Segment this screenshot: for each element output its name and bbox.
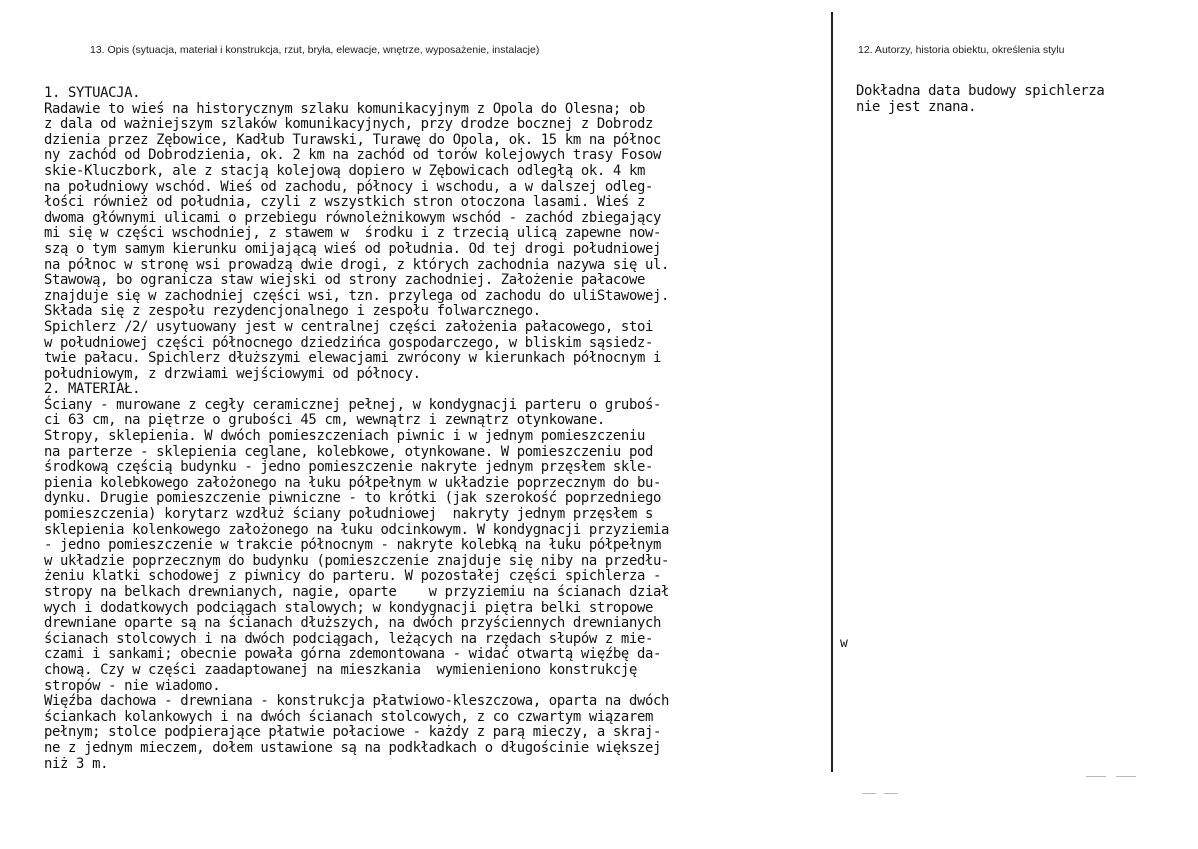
- description-line: na północ w stronę wsi prowadzą dwie drogi, z których zachodnia nazywa się ul.: [44, 256, 670, 273]
- description-line: Więźba dachowa - drewniana - konstrukcja płatwiowo-kleszczowa, oparta na dwóch: [44, 693, 670, 710]
- history-line: Dokładna data budowy spichlerza: [856, 83, 1105, 99]
- description-line: Ściany - murowane z cegły ceramicznej pełnej, w kondygnacji parteru o gruboś-: [44, 396, 661, 413]
- description-line: na południowy wschód. Wieś od zachodu, północy i wschodu, a w dalszej odleg-: [44, 178, 653, 195]
- description-line: skie-Kluczbork, ale z stacją kolejową dopiero w Zębowicach odległą ok. 4 km: [44, 162, 645, 179]
- description-line: ścianach stolcowych i na dwóch podciągach, leżących na rzędach słupów z mie-: [44, 630, 653, 647]
- description-line: dzienia przez Zębowice, Kadłub Turawski, Turawę do Opola, ok. 15 km na północ: [44, 131, 661, 148]
- description-line: Spichlerz /2/ usytuowany jest w centralnej części założenia pałacowego, stoi: [44, 318, 653, 335]
- margin-dash: [1116, 776, 1136, 777]
- description-line: z dala od ważniejszym szlaków komunikacyjnych, przy drodze bocznej z Dobrodz: [44, 116, 653, 133]
- description-line: dwoma głównymi ulicami o przebiegu równoleżnikowym wschód - zachód zbiegający: [44, 209, 661, 226]
- description-line: środkową częścią budynku - jedno pomieszczenie nakryte jednym przęsłem skle-: [44, 459, 653, 476]
- description-line: czami i sankami; obecnie powała górna zdemontowana - widać otwartą więźbę da-: [44, 646, 661, 663]
- margin-dash: [862, 793, 876, 794]
- description-line: 1. SYTUACJA.: [44, 85, 141, 101]
- margin-dash: [884, 793, 898, 794]
- description-line: 2. MATERIAŁ.: [44, 381, 141, 398]
- section-13-heading: 13. Opis (sytuacja, materiał i konstrukcja, rzut, bryła, elewacje, wnętrze, wyposażenie, instalacje): [90, 44, 540, 56]
- description-line: żeniu klatki schodowej z piwnicy do parteru. W pozostałej części spichlerza -: [44, 568, 661, 585]
- description-line: - jedno pomieszczenie w trakcie północnym - nakryte kolebką na łuku półpełnym: [44, 537, 661, 554]
- description-line: pełnym; stolce podpierające płatwie połaciowe - każdy z parą mieczy, a skraj-: [44, 724, 661, 741]
- description-line: ci 63 cm, na piętrze o grubości 45 cm, wewnątrz i zewnątrz otynkowane.: [44, 412, 605, 429]
- description-line: niż 3 m.: [44, 755, 109, 772]
- description-line: twie pałacu. Spichlerz dłuższymi elewacjami zwrócony w kierunkach północnym i: [44, 350, 661, 367]
- description-line: Radawie to wieś na historycznym szlaku komunikacyjnym z Opola do Olesna; ob: [44, 100, 645, 117]
- description-line: mi się w części wschodniej, z stawem w środku i z trzecią ulicą zapewne now-: [44, 225, 661, 242]
- description-text: [44, 86, 844, 772]
- description-line: Stropy, sklepienia. W dwóch pomieszczeniach piwnic i w jednym pomieszczeniu: [44, 428, 645, 445]
- description-line: w układzie poprzecznym do budynku (pomieszczenie znajduje się niby na przedłu-: [44, 552, 670, 569]
- description-line: znajduje się w zachodniej części wsi, tzn. przylega od zachodu do uliStawowej.: [44, 287, 670, 304]
- description-line: stropy na belkach drewnianych, nagie, oparte w przyziemiu na ścianach dział: [44, 584, 670, 600]
- description-line: drewniane oparte są na ścianach dłuższych, na dwóch przyściennych drewnianych: [44, 615, 661, 632]
- description-line: Składa się z zespołu rezydencjonalnego i zespołu folwarcznego.: [44, 303, 541, 320]
- section-12-heading: 12. Autorzy, historia obiektu, określenia stylu: [858, 44, 1065, 56]
- description-line: łości również od południa, czyli z wszystkich stron otoczona lasami. Wieś z: [44, 194, 645, 211]
- description-line: na parterze - sklepienia ceglane, kolebkowe, otynkowane. W pomieszczeniu pod: [44, 443, 653, 460]
- margin-character: w: [840, 636, 848, 651]
- description-line: sklepienia kolenkowego założonego na łuku odcinkowym. W kondygnacji przyziemia: [44, 521, 670, 538]
- description-line: pomieszczenia) korytarz wzdłuż ściany południowej nakryty jednym przęsłem s: [44, 506, 653, 523]
- description-line: ściankach kolankowych i na dwóch ścianach stolcowych, z co czwartym wiązarem: [44, 708, 653, 725]
- description-line: ne z jednym mieczem, dołem ustawione są na podkładkach o długościnie większej: [44, 739, 661, 756]
- description-line: ny zachód od Dobrodzienia, ok. 2 km na zachód od torów kolejowych trasy Fosow: [44, 147, 661, 164]
- description-line: wych i dodatkowych podciągach stalowych; w kondygnacji piętra belki stropowe: [44, 599, 653, 616]
- description-line: dynku. Drugie pomieszczenie piwniczne - to krótki (jak szerokość poprzedniego: [44, 490, 661, 507]
- history-line: nie jest znana.: [856, 98, 977, 115]
- description-line: stropów - nie wiadomo.: [44, 677, 221, 694]
- description-line: południowym, z drzwiami wejściowymi od północy.: [44, 365, 421, 382]
- description-line: w południowej części północnego dziedzińca gospodarczego, w bliskim sąsiedz-: [44, 334, 653, 351]
- description-line: szą o tym samym kierunku omijającą wieś od południa. Od tej drogi południowej: [44, 240, 661, 257]
- authors-history-text: [856, 84, 1186, 115]
- description-line: chową. Czy w części zaadaptowanej na mieszkania wymienieniono konstrukcję: [44, 661, 637, 678]
- margin-dash: [1086, 776, 1106, 777]
- description-line: pienia kolebkowego założonego na łuku półpełnym w układzie poprzecznym do bu-: [44, 474, 661, 491]
- description-line: Stawową, bo ogranicza staw wiejski od strony zachodniej. Założenie pałacowe: [44, 272, 645, 289]
